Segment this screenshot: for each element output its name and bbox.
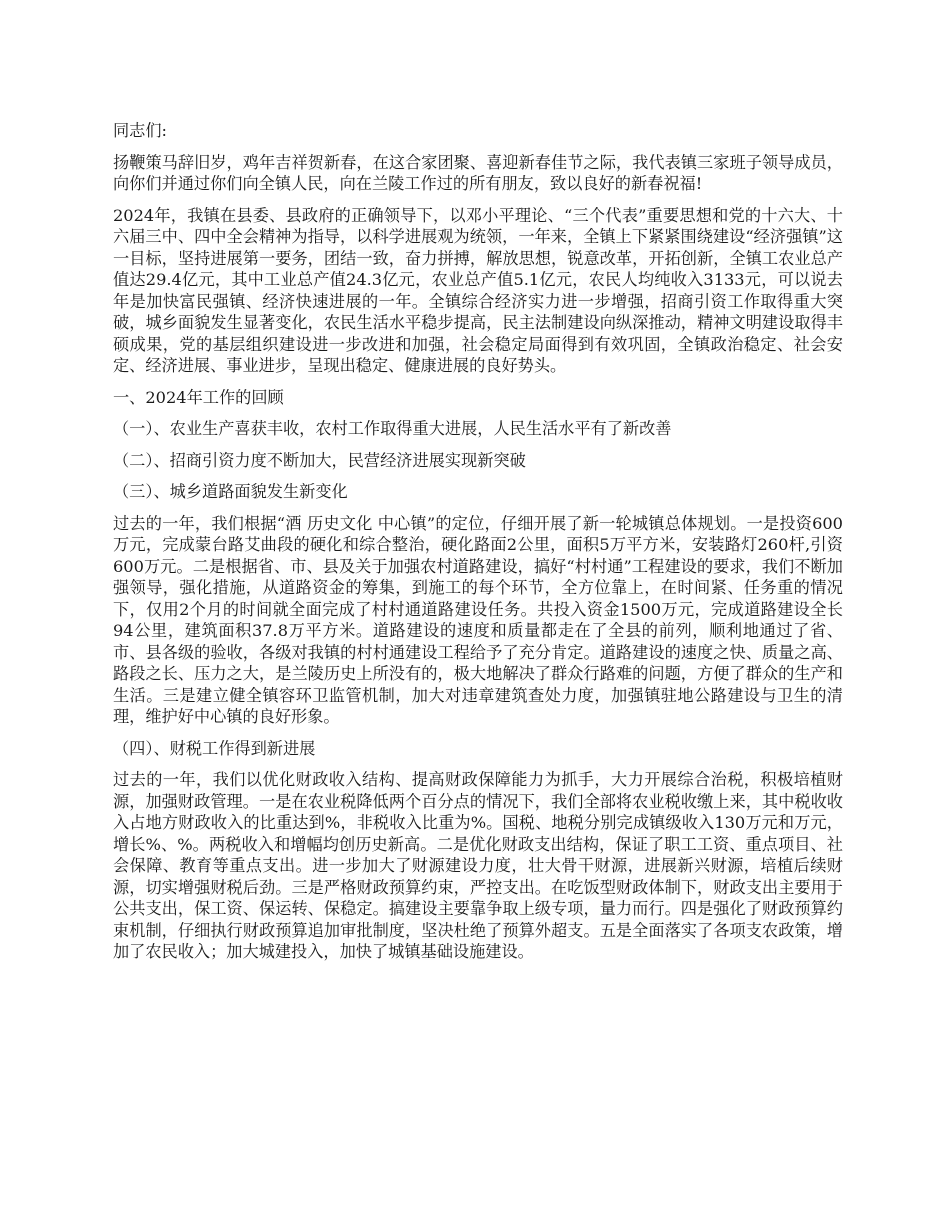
- subsection-finance: （四）、财税工作得到新进展: [113, 738, 316, 758]
- greeting-paragraph: 扬鞭策马辞旧岁，鸡年吉祥贺新春，在这合家团聚、喜迎新春佳节之际，我代表镇三家班子领导成员，向你们并通过你们向全镇人民，向在兰陵工作过的所有朋友，致以良好的新春祝福!: [113, 152, 843, 193]
- section-title: 一、2024年工作的回顾: [113, 387, 284, 407]
- salutation: 同志们:: [113, 121, 168, 140]
- subsection-agriculture: （一）、农业生产喜获丰收，农村工作取得重大进展，人民生活水平有了新改善: [113, 419, 672, 438]
- roads-paragraph: 过去的一年，我们根据“酒 历史文化 中心镇”的定位，仔细开展了新一轮城镇总体规划。一是投资600万元，完成蒙台路艾曲段的硬化和综合整治，硬化路面2公里，面积5万平方米，安装路灯260杆,引资600万元。二是根据省、市、县及关于加强农村道路建设，搞好“村村通”工程建设的要求，我们不断加强领导，强化措施，从道路资金的筹集，到施工的每个环节，全方位靠上，在时间紧、任务重的情况下，仅用2个月的时间就全面完成了村村通道路建设任务。共投入资金1500万元，完成道路建设全长94公里，建筑面积37.8万平方米。道路建设的速度和质量都走在了全县的前列，顺利地通过了省、市、县各级的验收，各级对我镇的村村通建设工程给予了充分肯定。道路建设的速度之快、质量之高、路段之长、压力之大，是兰陵历史上所没有的，极大地解决了群众行路难的问题，方便了群众的生产和生活。三是建立健全镇容环卫监管机制，加大对违章建筑查处力度，加强镇驻地公路建设与卫生的清理，维护好中心镇的良好形象。: [113, 513, 843, 726]
- document-body: [113, 120, 843, 973]
- intro-paragraph: 2024年，我镇在县委、县政府的正确领导下，以邓小平理论、“三个代表”重要思想和党的十六大、十六届三中、四中全会精神为指导，以科学进展观为统领，一年来，全镇上下紧紧围绕建设“经济强镇”这一目标，坚持进展第一要务，团结一致，奋力拼搏，解放思想，锐意改革，开拓创新，全镇工农业总产值达29.4亿元，其中工业总产值24.3亿元，农业总产值5.1亿元，农民人均纯收入3133元，可以说去年是加快富民强镇、经济快速进展的一年。全镇综合经济实力进一步增强，招商引资工作取得重大突破，城乡面貌发生显著变化，农民生活水平稳步提高，民主法制建设向纵深推动，精神文明建设取得丰硕成果，党的基层组织建设进一步改进和加强，社会稳定局面得到有效巩固，全镇政治稳定、社会安定、经济进展、事业进步，呈现出稳定、健康进展的良好势头。: [113, 205, 843, 375]
- subsection-roads: （三）、城乡道路面貌发生新变化: [113, 482, 348, 501]
- subsection-investment: （二）、招商引资力度不断加大，民营经济进展实现新突破: [113, 450, 526, 470]
- finance-paragraph: 过去的一年，我们以优化财政收入结构、提高财政保障能力为抓手，大力开展综合治税，积极培植财源，加强财政管理。一是在农业税降低两个百分点的情况下，我们全部将农业税收缴上来，其中税收收入占地方财政收入的比重达到%，非税收入比重为%。国税、地税分别完成镇级收入130万元和万元，增长%、%。两税收入和增幅均创历史新高。二是优化财政支出结构，保证了职工工资、重点项目、社会保障、教育等重点支出。进一步加大了财源建设力度，壮大骨干财源，进展新兴财源，培植后续财源，切实增强财税后劲。三是严格财政预算约束，严控支出。在吃饭型财政体制下，财政支出主要用于公共支出，保工资、保运转、保稳定。搞建设主要靠争取上级专项，量力而行。四是强化了财政预算约束机制，仔细执行财政预算追加审批制度，坚决杜绝了预算外超支。五是全面落实了各项支农政策，增加了农民收入；加大城建投入，加快了城镇基础设施建设。: [113, 770, 843, 961]
